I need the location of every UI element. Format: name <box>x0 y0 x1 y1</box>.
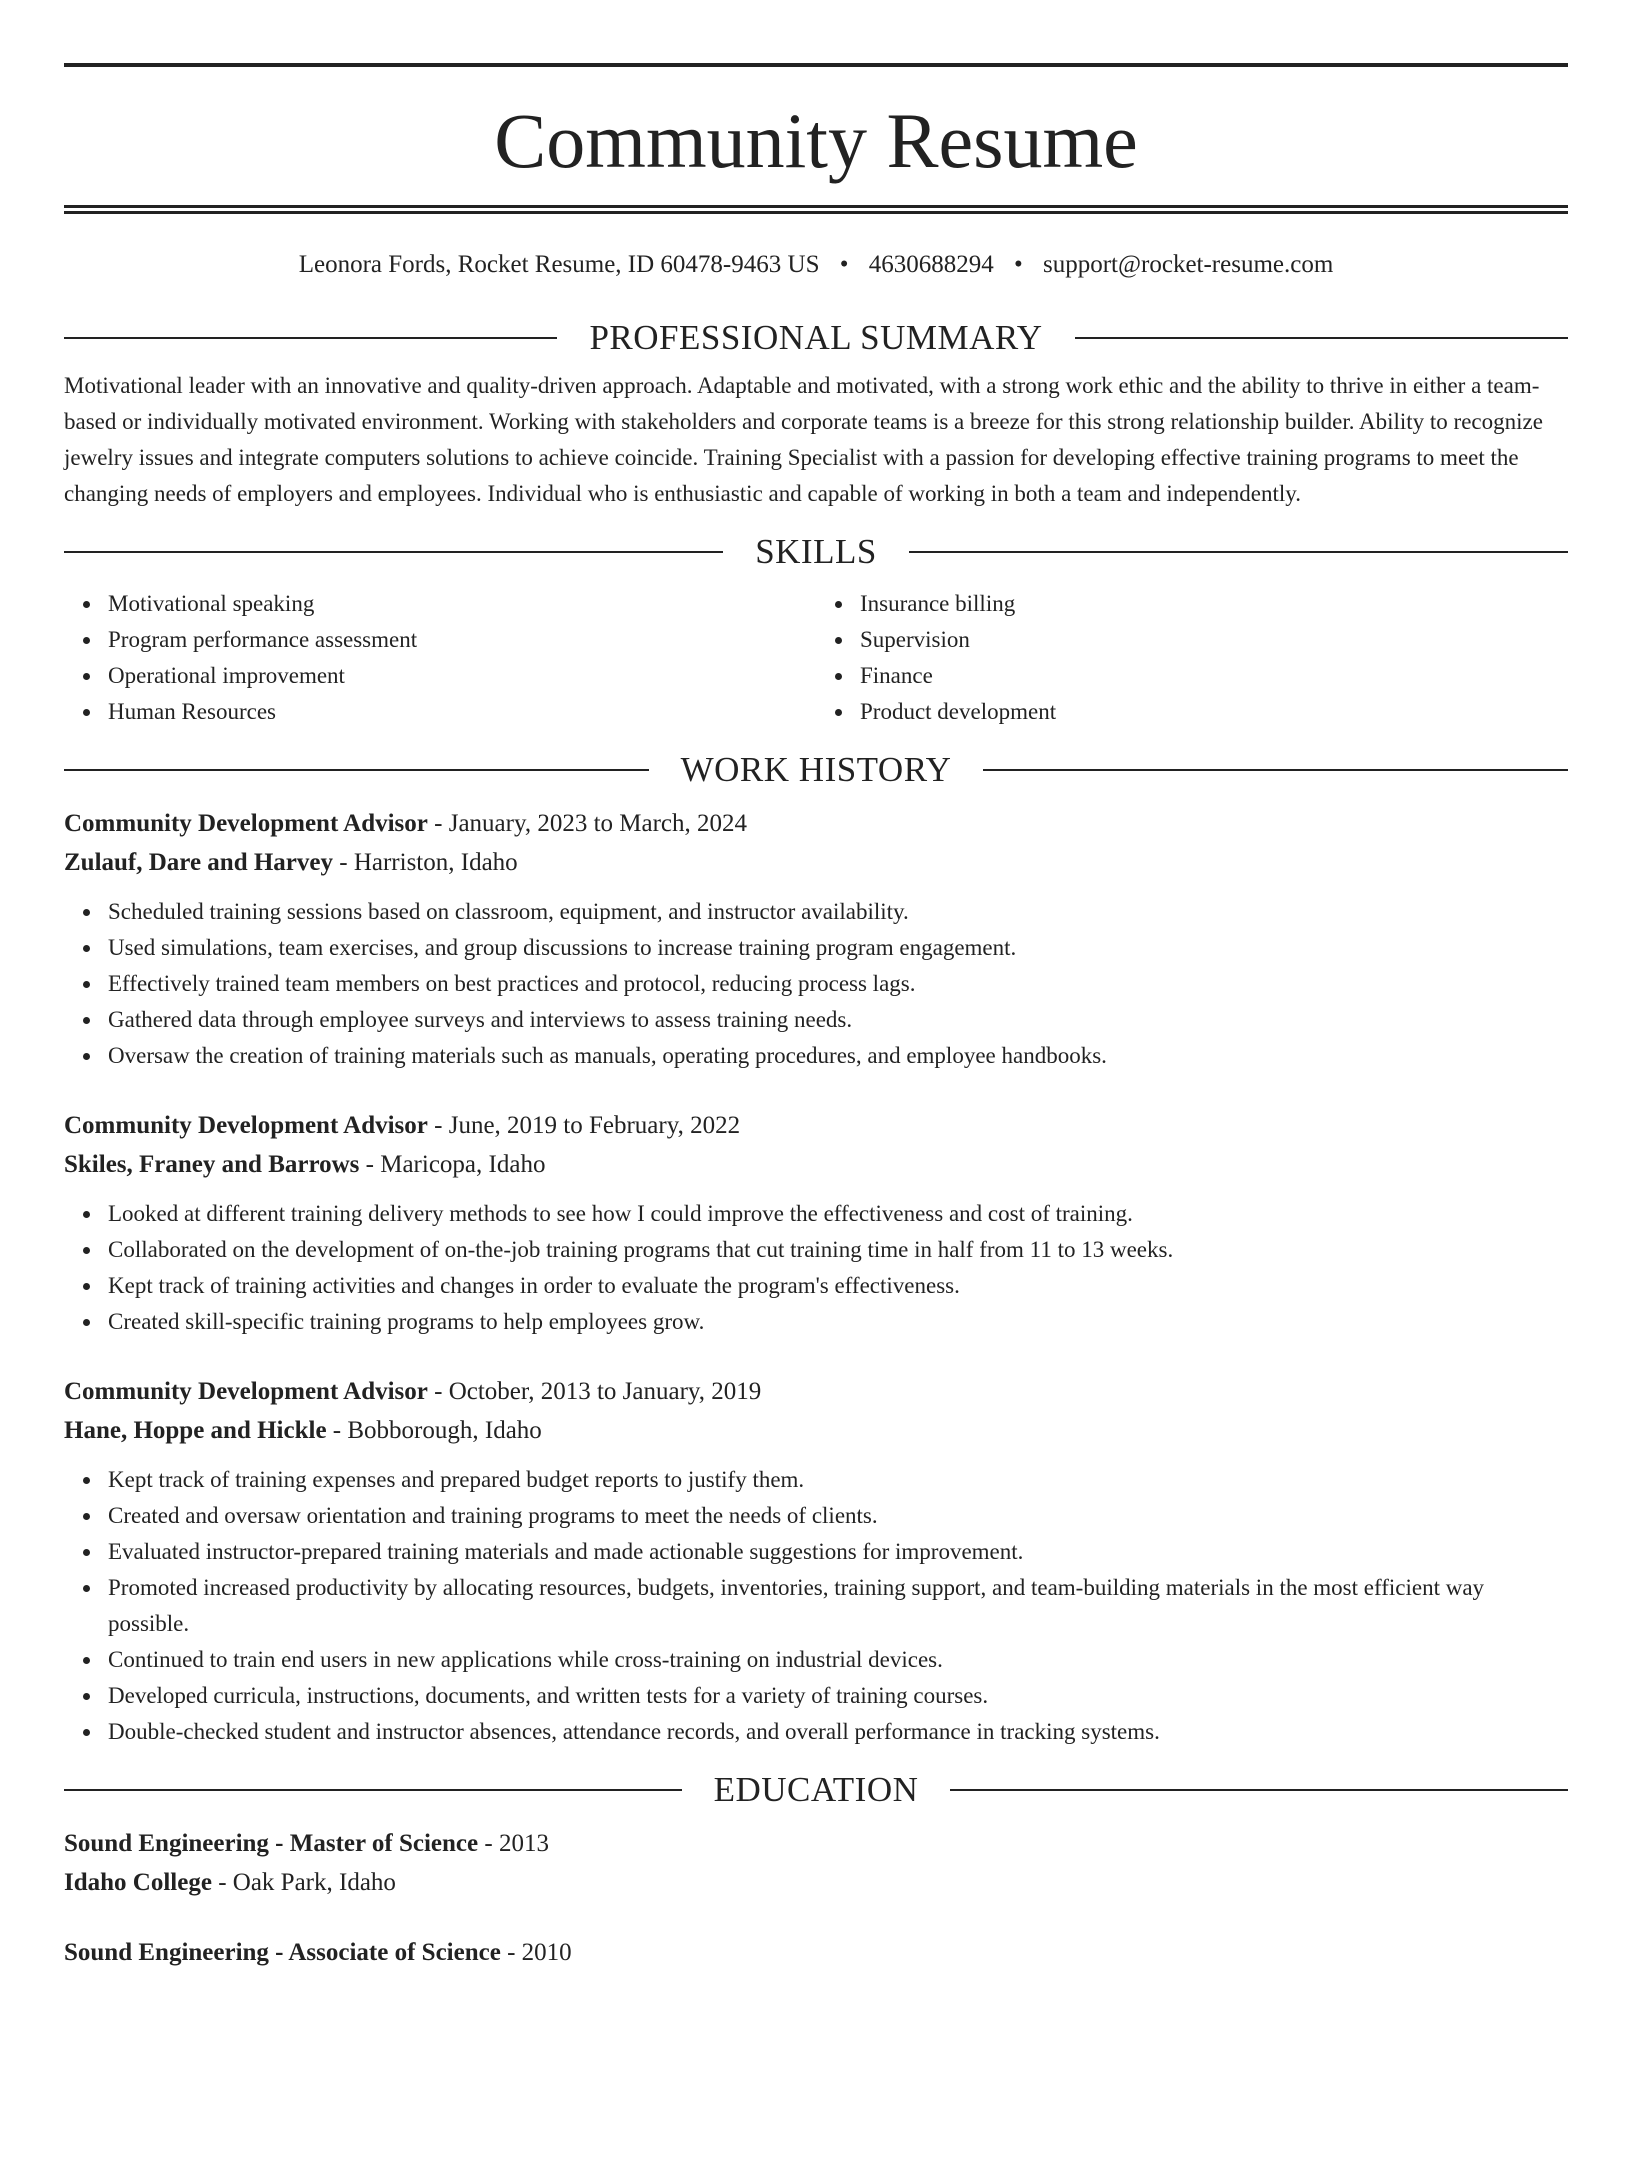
job-location: - Maricopa, Idaho <box>359 1151 546 1178</box>
section-heading-summary <box>64 318 1568 358</box>
title-double-rule <box>64 205 1568 214</box>
job-title-line <box>64 804 1568 843</box>
heading-rule <box>64 337 557 339</box>
job-bullet: Gathered data through employee surveys and interviews to assess training needs. <box>108 1002 1568 1038</box>
job-title: Community Development Advisor <box>64 1378 428 1405</box>
job-bullet: Oversaw the creation of training materials such as manuals, operating procedures, and employee handbooks. <box>108 1038 1568 1074</box>
section-title: EDUCATION <box>713 1770 919 1809</box>
heading-rule <box>64 769 649 771</box>
education-degree-line <box>64 1933 1568 1972</box>
page-title: Community Resume <box>494 97 1138 184</box>
skills-column-left <box>64 586 816 730</box>
job-bullet: Scheduled training sessions based on classroom, equipment, and instructor availability. <box>108 894 1568 930</box>
skill-item: Supervision <box>860 622 1568 658</box>
job-bullet: Developed curricula, instructions, documents, and written tests for a variety of training courses. <box>108 1678 1568 1714</box>
section-title: WORK HISTORY <box>680 750 952 789</box>
education-degree: Sound Engineering - Associate of Science <box>64 1939 501 1966</box>
education-entry <box>64 1933 1568 1972</box>
job-entry <box>64 1106 1568 1340</box>
education-degree: Sound Engineering - Master of Science <box>64 1830 479 1857</box>
job-bullet: Kept track of training expenses and prepared budget reports to justify them. <box>108 1462 1568 1498</box>
job-company: Skiles, Franey and Barrows <box>64 1151 360 1178</box>
job-dates: - October, 2013 to January, 2019 <box>427 1378 762 1405</box>
section-title: SKILLS <box>755 532 877 571</box>
job-dates: - January, 2023 to March, 2024 <box>427 810 748 837</box>
heading-rule <box>64 551 723 553</box>
contact-separator: • <box>839 251 849 278</box>
contact-line <box>64 250 1568 280</box>
job-company-line <box>64 1411 1568 1450</box>
heading-rule <box>1075 337 1568 339</box>
heading-rule <box>983 769 1568 771</box>
education-entry <box>64 1824 1568 1902</box>
job-bullet: Evaluated instructor-prepared training materials and made actionable suggestions for improvement. <box>108 1534 1568 1570</box>
job-location: - Harriston, Idaho <box>333 849 518 876</box>
education-location: - Oak Park, Idaho <box>211 1869 396 1896</box>
summary-text: Motivational leader with an innovative and quality-driven approach. Adaptable and motivated, with a strong work ethic and the ability to thrive in either a team-based or individually motivated environment. Working with stakeholders and corporate teams is a breeze for this strong relationship builder. Ability to recognize jewelry issues and integrate computers solutions to achieve coincide. Training Specialist with a passion for developing effective training programs to meet the changing needs of employers and employees. Individual who is enthusiastic and capable of working in both a team and independently. <box>64 373 1543 506</box>
section-heading-education <box>64 1770 1568 1810</box>
job-entry <box>64 1372 1568 1750</box>
section-heading-skills <box>64 532 1568 572</box>
heading-rule <box>909 551 1568 553</box>
heading-rule <box>64 1789 682 1791</box>
job-bullet: Created and oversaw orientation and training programs to meet the needs of clients. <box>108 1498 1568 1534</box>
job-dates: - June, 2019 to February, 2022 <box>427 1112 741 1139</box>
contact-email[interactable]: support@rocket-resume.com <box>1043 251 1334 278</box>
education-school: Idaho College <box>64 1869 212 1896</box>
job-company: Hane, Hoppe and Hickle <box>64 1417 327 1444</box>
skill-item: Product development <box>860 694 1568 730</box>
job-bullet: Used simulations, team exercises, and group discussions to increase training program engagement. <box>108 930 1568 966</box>
job-company-line <box>64 1145 1568 1184</box>
job-bullet: Kept track of training activities and changes in order to evaluate the program's effectiveness. <box>108 1268 1568 1304</box>
job-bullet: Looked at different training delivery methods to see how I could improve the effectiveness and cost of training. <box>108 1196 1568 1232</box>
education-degree-line <box>64 1824 1568 1863</box>
top-rule <box>64 63 1568 67</box>
skill-item: Operational improvement <box>108 658 816 694</box>
contact-separator: • <box>1013 251 1023 278</box>
job-bullet: Double-checked student and instructor absences, attendance records, and overall performance in tracking systems. <box>108 1714 1568 1750</box>
resume-page <box>0 63 1632 2175</box>
education-school-line <box>64 1863 1568 1902</box>
education-year: - 2010 <box>500 1939 572 1966</box>
job-bullets <box>64 1196 1568 1340</box>
skills-column-right <box>816 586 1568 730</box>
job-bullets <box>64 894 1568 1074</box>
job-title-line <box>64 1106 1568 1145</box>
job-bullets <box>64 1462 1568 1750</box>
skills-list <box>64 586 1568 730</box>
job-title-line <box>64 1372 1568 1411</box>
job-title: Community Development Advisor <box>64 1112 428 1139</box>
section-title: PROFESSIONAL SUMMARY <box>589 318 1043 357</box>
job-bullet: Collaborated on the development of on-the-job training programs that cut training time in half from 11 to 13 weeks. <box>108 1232 1568 1268</box>
job-company: Zulauf, Dare and Harvey <box>64 849 333 876</box>
skill-item: Program performance assessment <box>108 622 816 658</box>
contact-address: Leonora Fords, Rocket Resume, ID 60478-9463 US <box>298 251 820 278</box>
section-heading-work <box>64 750 1568 790</box>
skill-item: Insurance billing <box>860 586 1568 622</box>
job-bullet: Continued to train end users in new applications while cross-training on industrial devices. <box>108 1642 1568 1678</box>
skill-item: Finance <box>860 658 1568 694</box>
heading-rule <box>950 1789 1568 1791</box>
job-location: - Bobborough, Idaho <box>326 1417 542 1444</box>
education-year: - 2013 <box>478 1830 549 1857</box>
job-company-line <box>64 843 1568 882</box>
job-bullet: Promoted increased productivity by allocating resources, budgets, inventories, training support, and team-building materials in the most efficient way possible. <box>108 1570 1568 1642</box>
skill-item: Human Resources <box>108 694 816 730</box>
job-bullet: Effectively trained team members on best practices and protocol, reducing process lags. <box>108 966 1568 1002</box>
job-bullet: Created skill-specific training programs to help employees grow. <box>108 1304 1568 1340</box>
job-entry <box>64 804 1568 1074</box>
job-title: Community Development Advisor <box>64 810 428 837</box>
contact-phone: 4630688294 <box>868 251 994 278</box>
skill-item: Motivational speaking <box>108 586 816 622</box>
